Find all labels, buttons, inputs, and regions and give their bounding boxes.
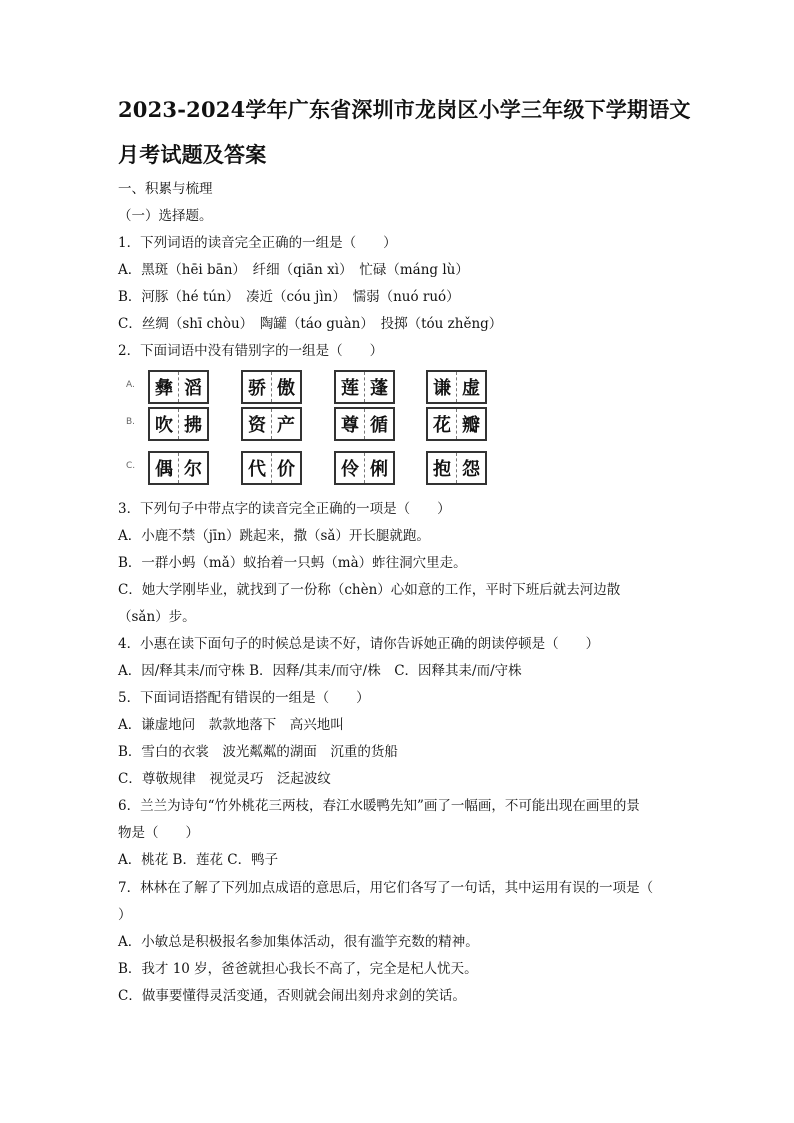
question-7-stem-line1: 7．林林在了解了下列加点成语的意思后，用它们各写了一句话，其中运用有误的一项是（	[118, 880, 654, 896]
question-3-stem: 3．下列句子中带点字的读音完全正确的一项是（ ）	[118, 501, 451, 517]
question-5-option-c: C．尊敬规律 视觉灵巧 泛起波纹	[118, 771, 331, 787]
question-3-option-c-line2: （sǎn）步。	[118, 609, 196, 625]
char-cell: 产	[277, 415, 295, 436]
word-box	[334, 407, 395, 441]
char-cell: 莲	[336, 372, 365, 402]
word-box	[241, 407, 302, 441]
question-6-stem-line2: 物是（ ）	[118, 825, 199, 841]
word-box	[426, 451, 487, 485]
char-cell: 偶	[150, 453, 179, 483]
char-cell: 怨	[462, 459, 480, 480]
char-cell: 资	[243, 409, 272, 439]
char-cell: 傲	[277, 378, 295, 399]
question-6-options: A．桃花 B．莲花 C．鸭子	[118, 852, 279, 868]
char-cell: 骄	[243, 372, 272, 402]
question-2-row-b	[118, 407, 498, 441]
word-box	[148, 407, 209, 441]
question-2-row-c	[118, 451, 498, 485]
row-label: A.	[126, 380, 135, 390]
char-cell: 彝	[150, 372, 179, 402]
question-3-option-a: A．小鹿不禁（jīn）跳起来，撒（sǎ）开长腿就跑。	[118, 528, 430, 544]
document-title-line2: 月考试题及答案	[118, 142, 267, 167]
char-cell: 拂	[184, 415, 202, 436]
word-box	[241, 451, 302, 485]
question-1-option-b: B．河豚（hé tún） 凑近（cóu jìn） 懦弱（nuó ruó）	[118, 289, 460, 305]
question-4-stem: 4．小惠在读下面句子的时候总是读不好，请你告诉她正确的朗读停顿是（ ）	[118, 636, 600, 652]
char-cell: 尊	[336, 409, 365, 439]
question-5-option-a: A．谦虚地问 款款地落下 高兴地叫	[118, 717, 344, 733]
subsection-heading: （一）选择题。	[118, 208, 213, 224]
row-label: C.	[126, 461, 136, 471]
word-box	[334, 451, 395, 485]
char-cell: 俐	[370, 459, 388, 480]
question-7-option-c: C．做事要懂得灵活变通，否则就会闹出刻舟求剑的笑话。	[118, 988, 466, 1004]
question-1-option-a: A．黑斑（hēi bān） 纤细（qiān xì） 忙碌（máng lù）	[118, 262, 469, 278]
char-cell: 抱	[428, 453, 457, 483]
question-2-row-a	[118, 370, 498, 404]
char-cell: 价	[277, 459, 295, 480]
word-box	[241, 370, 302, 404]
word-box	[334, 370, 395, 404]
section-heading: 一、积累与梳理	[118, 181, 213, 197]
word-box	[426, 370, 487, 404]
char-cell: 花	[428, 409, 457, 439]
char-cell: 瓣	[462, 415, 480, 436]
question-3-option-b: B．一群小蚂（mǎ）蚁抬着一只蚂（mà）蚱往洞穴里走。	[118, 555, 467, 571]
document-title-line1: 2023-2024学年广东省深圳市龙岗区小学三年级下学期语文	[118, 97, 691, 122]
char-cell: 循	[370, 415, 388, 436]
word-box	[148, 451, 209, 485]
word-box	[426, 407, 487, 441]
question-4-options: A．因/释其耒/而守株 B．因释/其耒/而守/株 C．因释其耒/而/守株	[118, 663, 522, 679]
char-cell: 蓬	[370, 378, 388, 399]
char-cell: 尔	[184, 459, 202, 480]
question-3-option-c-line1: C．她大学刚毕业，就找到了一份称（chèn）心如意的工作，平时下班后就去河边散	[118, 582, 621, 598]
char-cell: 虚	[462, 378, 480, 399]
char-cell: 代	[243, 453, 272, 483]
row-label: B.	[126, 417, 136, 427]
char-cell: 谦	[428, 372, 457, 402]
question-7-stem-line2: ）	[118, 907, 132, 923]
char-cell: 滔	[184, 378, 202, 399]
question-7-option-a: A．小敏总是积极报名参加集体活动，很有滥竽充数的精神。	[118, 934, 479, 950]
char-cell: 吹	[150, 409, 179, 439]
question-2-stem: 2．下面词语中没有错别字的一组是（ ）	[118, 343, 384, 359]
word-box	[148, 370, 209, 404]
question-1-option-c: C．丝绸（shī chòu） 陶罐（táo guàn） 投掷（tóu zhěng）	[118, 316, 503, 332]
char-cell: 伶	[336, 453, 365, 483]
question-1-stem: 1．下列词语的读音完全正确的一组是（ ）	[118, 235, 397, 251]
question-6-stem-line1: 6．兰兰为诗句“竹外桃花三两枝，春江水暖鸭先知”画了一幅画，不可能出现在画里的景	[118, 798, 640, 814]
question-5-stem: 5．下面词语搭配有错误的一组是（ ）	[118, 690, 370, 706]
question-5-option-b: B．雪白的衣裳 波光粼粼的湖面 沉重的货船	[118, 744, 398, 760]
question-7-option-b: B．我才 10 岁，爸爸就担心我长不高了，完全是杞人忧天。	[118, 961, 478, 977]
